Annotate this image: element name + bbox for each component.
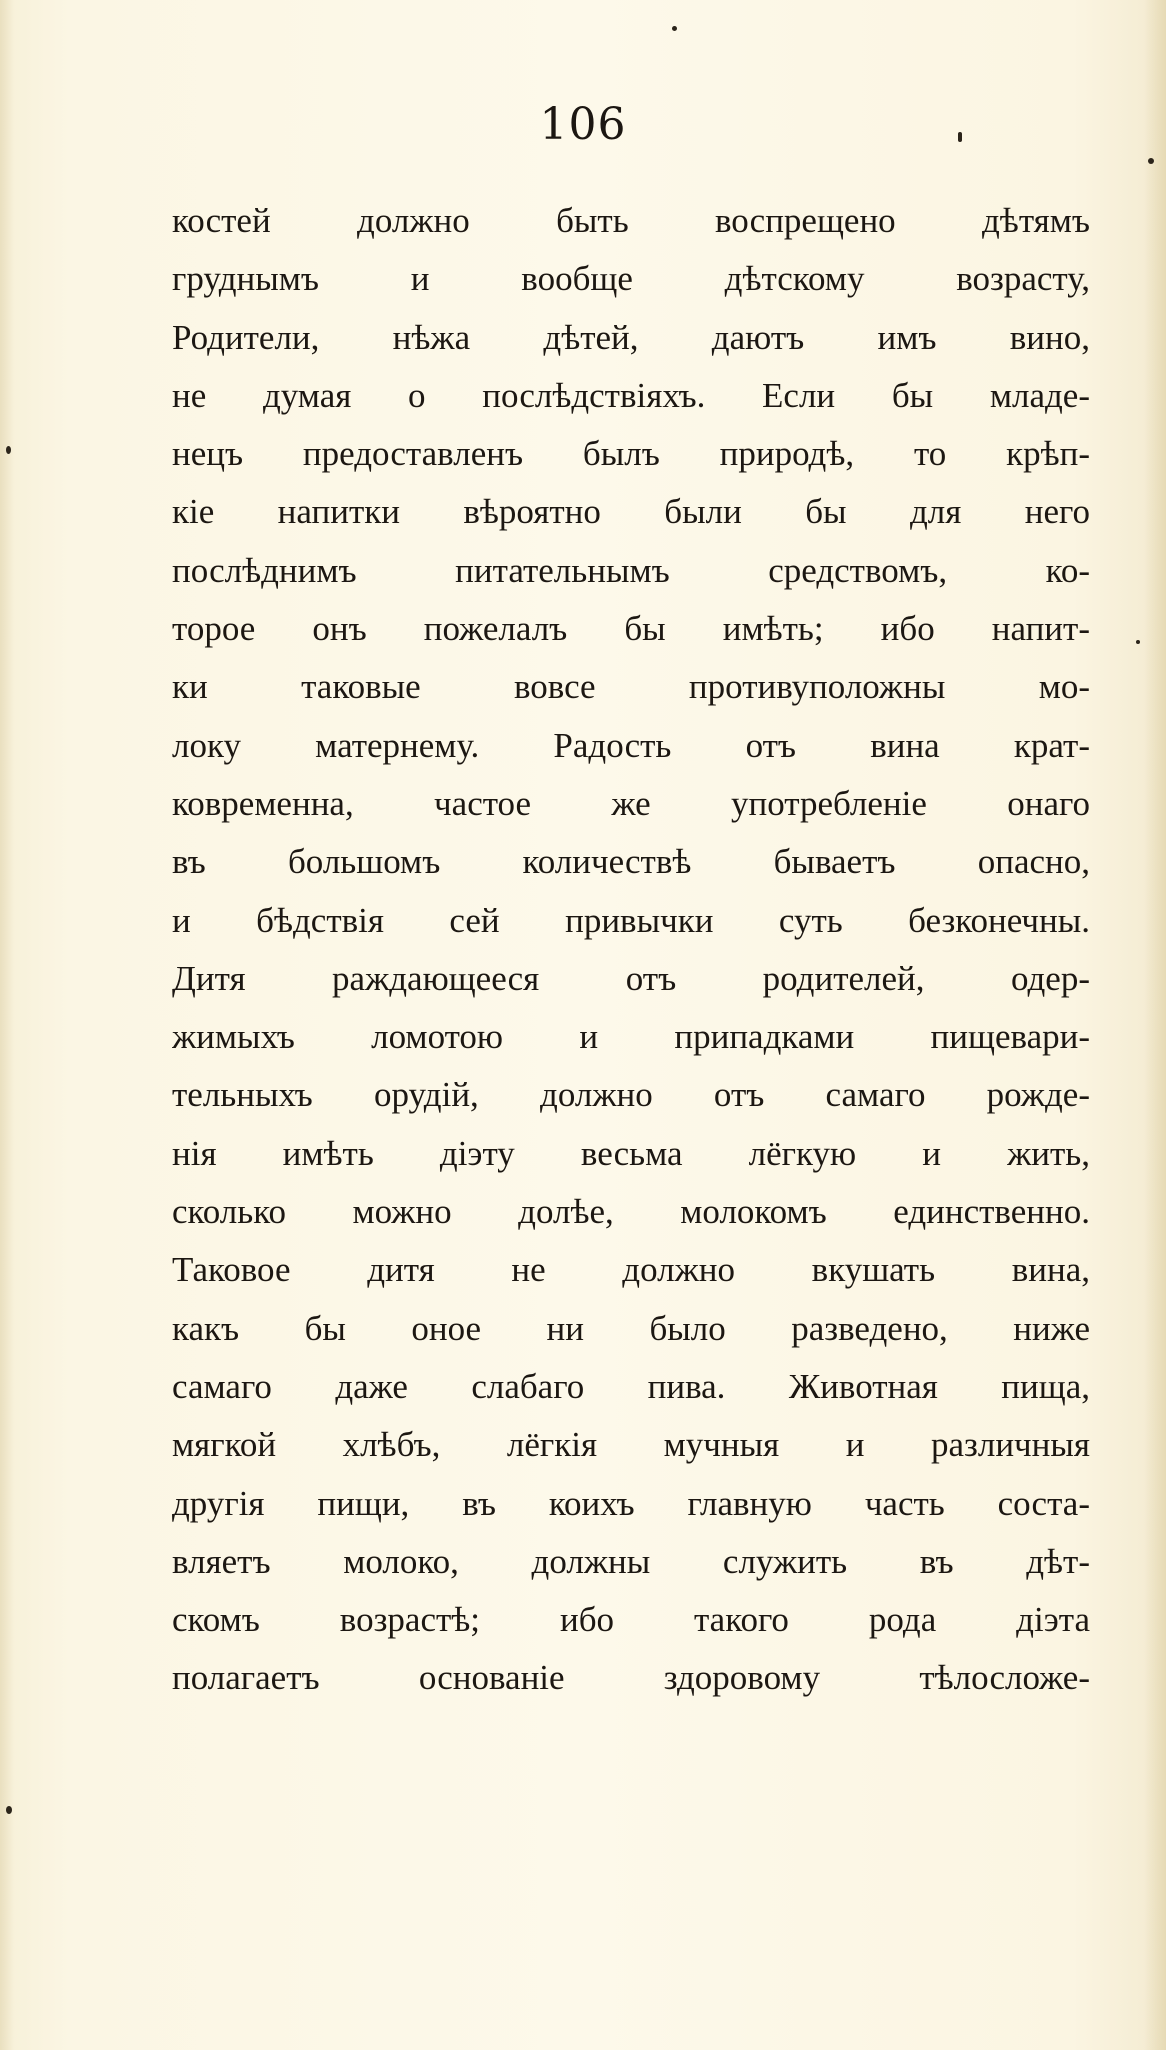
ink-speck	[6, 446, 11, 454]
text-line: ки таковые вовсе противуположны мо-	[172, 667, 1090, 707]
text-line: вляетъ молоко, должны служить въ дѣт-	[172, 1541, 1090, 1581]
text-line: другія пищи, въ коихъ главную часть соста-	[172, 1483, 1090, 1523]
text-line: полагаетъ основаніе здоровому тѣлосложе-	[172, 1658, 1090, 1698]
text-line: Таковое дитя не должно вкушать вина,	[172, 1250, 1090, 1290]
page-edge-right	[1144, 0, 1166, 2050]
ink-speck	[6, 1806, 12, 1814]
text-line: какъ бы оное ни было разведено, ниже	[172, 1308, 1090, 1348]
text-line: торое онъ пожелалъ бы имѣть; ибо напит-	[172, 609, 1090, 649]
text-line: нія имѣть діэту весьма лёгкую и жить,	[172, 1133, 1090, 1173]
text-line: не думая о послѣдствіяхъ. Если бы младе-	[172, 375, 1090, 415]
text-line: мягкой хлѣбъ, лёгкія мучныя и различныя	[172, 1425, 1090, 1465]
text-line: самаго даже слабаго пива. Животная пища,	[172, 1366, 1090, 1406]
text-line: Родители, нѣжа дѣтей, даютъ имъ вино,	[172, 317, 1090, 357]
text-line: кіе напитки вѣроятно были бы для него	[172, 492, 1090, 532]
body-text	[172, 192, 1090, 1708]
page-edge-left	[0, 0, 14, 2050]
text-line: въ большомъ количествѣ бываетъ опасно,	[172, 842, 1090, 882]
ink-speck	[958, 132, 962, 142]
text-line: ковременна, частое же употребленіе онаго	[172, 783, 1090, 823]
text-line: сколько можно долѣе, молокомъ единственно.	[172, 1192, 1090, 1232]
text-line: послѣднимъ питательнымъ средствомъ, ко-	[172, 550, 1090, 590]
text-line: скомъ возрастѣ; ибо такого рода діэта	[172, 1600, 1090, 1640]
ink-speck	[1136, 640, 1140, 644]
text-line: и бѣдствія сей привычки суть безконечны.	[172, 900, 1090, 940]
text-line: груднымъ и вообще дѣтскому возрасту,	[172, 259, 1090, 299]
text-line: тельныхъ орудій, должно отъ самаго рожде-	[172, 1075, 1090, 1115]
text-line: локу матернему. Радость отъ вина крат-	[172, 725, 1090, 765]
ink-speck	[672, 26, 677, 31]
ink-speck	[1148, 158, 1154, 164]
text-line: костей должно быть воспрещено дѣтямъ	[172, 201, 1090, 240]
text-line: жимыхъ ломотою и припадками пищевари-	[172, 1017, 1090, 1057]
text-line: нецъ предоставленъ былъ природѣ, то крѣп-	[172, 434, 1090, 474]
text-line: Дитя раждающееся отъ родителей, одер-	[172, 958, 1090, 998]
page-number: 106	[539, 99, 627, 150]
